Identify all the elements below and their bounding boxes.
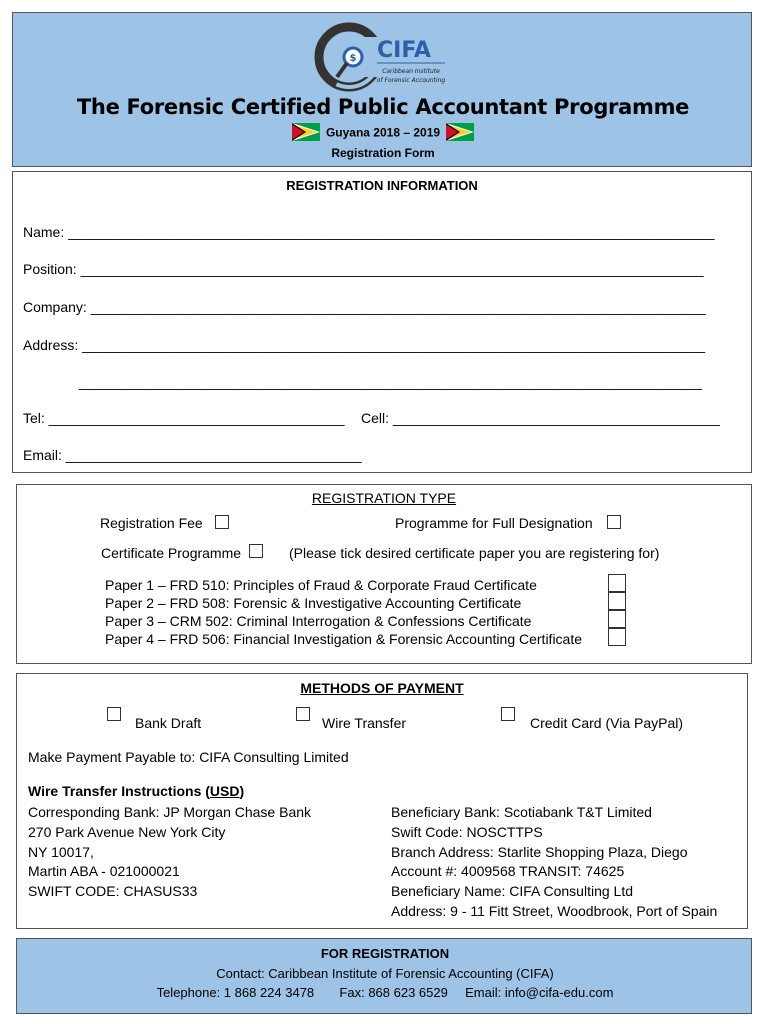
registration-type-heading: REGISTRATION TYPE xyxy=(311,490,457,506)
form-name: Registration Form xyxy=(331,146,435,160)
registration-information-section xyxy=(12,171,752,473)
registration-fee-label: Registration Fee xyxy=(100,515,203,531)
svg-text:Caribbean Institute: Caribbean Institute xyxy=(382,68,440,75)
footer-email-link[interactable]: Email: info@cifa-edu.com xyxy=(465,985,614,1000)
payment-heading: METHODS OF PAYMENT xyxy=(300,680,464,696)
detail-line: Swift Code: NOSCTTPS xyxy=(391,823,543,840)
page-title: The Forensic Certified Public Accountant Programme xyxy=(76,95,690,119)
methods-of-payment-section xyxy=(16,673,748,929)
detail-line: Beneficiary Name: CIFA Consulting Ltd xyxy=(391,883,634,900)
logo-wordmark: CIFA xyxy=(377,38,431,63)
detail-line: 270 Park Avenue New York City xyxy=(28,823,226,840)
wire-currency: USD xyxy=(209,783,240,799)
bank-draft-checkbox[interactable] xyxy=(107,707,121,721)
tick-note: (Please tick desired certificate paper you are registering for) xyxy=(289,545,660,561)
guyana-flag-icon xyxy=(292,123,320,144)
footer-fax: Fax: 868 623 6529 xyxy=(339,985,448,1000)
credit-card-checkbox[interactable] xyxy=(501,707,515,721)
subtitle-row xyxy=(13,123,753,144)
email-field[interactable]: Email: ______________________________________ xyxy=(23,447,362,463)
detail-line: NY 10017, xyxy=(28,843,94,860)
paper-3-checkbox[interactable] xyxy=(608,610,626,628)
detail-line: Account #: 4009568 TRANSIT: 74625 xyxy=(391,863,625,880)
footer-banner xyxy=(16,938,752,1014)
svg-text:of Forensic Accounting: of Forensic Accounting xyxy=(376,77,446,84)
beneficiary-bank-details xyxy=(391,803,717,922)
company-field[interactable]: Company: _______________________________________________________________________________ xyxy=(23,299,706,315)
credit-card-label: Credit Card (Via PayPal) xyxy=(530,715,684,731)
paper-4-checkbox[interactable] xyxy=(608,628,626,646)
detail-line: Branch Address: Starlite Shopping Plaza, Diego xyxy=(391,843,688,860)
corresponding-bank-details xyxy=(28,803,311,902)
header-banner xyxy=(12,12,752,167)
full-designation-checkbox[interactable] xyxy=(607,515,621,529)
registration-information-heading: REGISTRATION INFORMATION xyxy=(286,178,478,193)
wire-instructions-heading: Wire Transfer Instructions (USD) xyxy=(28,783,245,799)
certificate-programme-checkbox[interactable] xyxy=(249,544,263,558)
paper-2-checkbox[interactable] xyxy=(608,592,626,610)
footer-contact-numbers xyxy=(17,985,753,1000)
registration-type-section xyxy=(16,484,752,664)
position-field[interactable]: Position: ________________________________________________________________________________ xyxy=(23,261,704,277)
wire-transfer-checkbox[interactable] xyxy=(296,707,310,721)
detail-line: SWIFT CODE: CHASUS33 xyxy=(28,883,198,900)
detail-line: Martin ABA - 021000021 xyxy=(28,863,180,880)
footer-telephone: Telephone: 1 868 224 3478 xyxy=(156,985,315,1000)
footer-heading: FOR REGISTRATION xyxy=(320,946,450,961)
cifa-logo xyxy=(313,21,453,93)
paper-3-label: Paper 3 – CRM 502: Criminal Interrogation & Confessions Certificate xyxy=(105,613,532,629)
certificate-programme-label: Certificate Programme xyxy=(101,545,242,561)
paper-2-label: Paper 2 – FRD 508: Forensic & Investigative Accounting Certificate xyxy=(105,595,522,611)
payable-to-text: Make Payment Payable to: CIFA Consulting Limited xyxy=(28,749,349,765)
subtitle: Guyana 2018 – 2019 xyxy=(325,125,441,140)
bank-draft-label: Bank Draft xyxy=(135,715,202,731)
guyana-flag-icon xyxy=(446,123,474,144)
address-field[interactable]: Address: ________________________________________________________________________________ xyxy=(23,337,706,353)
detail-line: Address: 9 - 11 Fitt Street, Woodbrook, Port of Spain xyxy=(391,902,718,919)
full-designation-label: Programme for Full Designation xyxy=(395,515,593,531)
svg-text:$: $ xyxy=(349,53,357,64)
paper-4-label: Paper 4 – FRD 506: Financial Investigation & Forensic Accounting Certificate xyxy=(105,631,583,647)
cell-field[interactable]: Cell: __________________________________________ xyxy=(361,410,720,426)
address-line2-field[interactable]: ________________________________________________________________________________ xyxy=(79,374,702,390)
paper-1-label: Paper 1 – FRD 510: Principles of Fraud & Corporate Fraud Certificate xyxy=(105,577,537,593)
wire-transfer-label: Wire Transfer xyxy=(322,715,407,731)
name-field[interactable]: Name: ___________________________________________________________________________________ xyxy=(23,224,715,240)
footer-contact: Contact: Caribbean Institute of Forensic Accounting (CIFA) xyxy=(216,966,554,981)
tel-field[interactable]: Tel: ______________________________________ xyxy=(23,410,345,426)
paper-1-checkbox[interactable] xyxy=(608,574,626,592)
detail-line: Beneficiary Bank: Scotiabank T&T Limited xyxy=(391,804,652,820)
detail-line: Corresponding Bank: JP Morgan Chase Bank xyxy=(28,804,312,820)
registration-fee-checkbox[interactable] xyxy=(215,515,229,529)
